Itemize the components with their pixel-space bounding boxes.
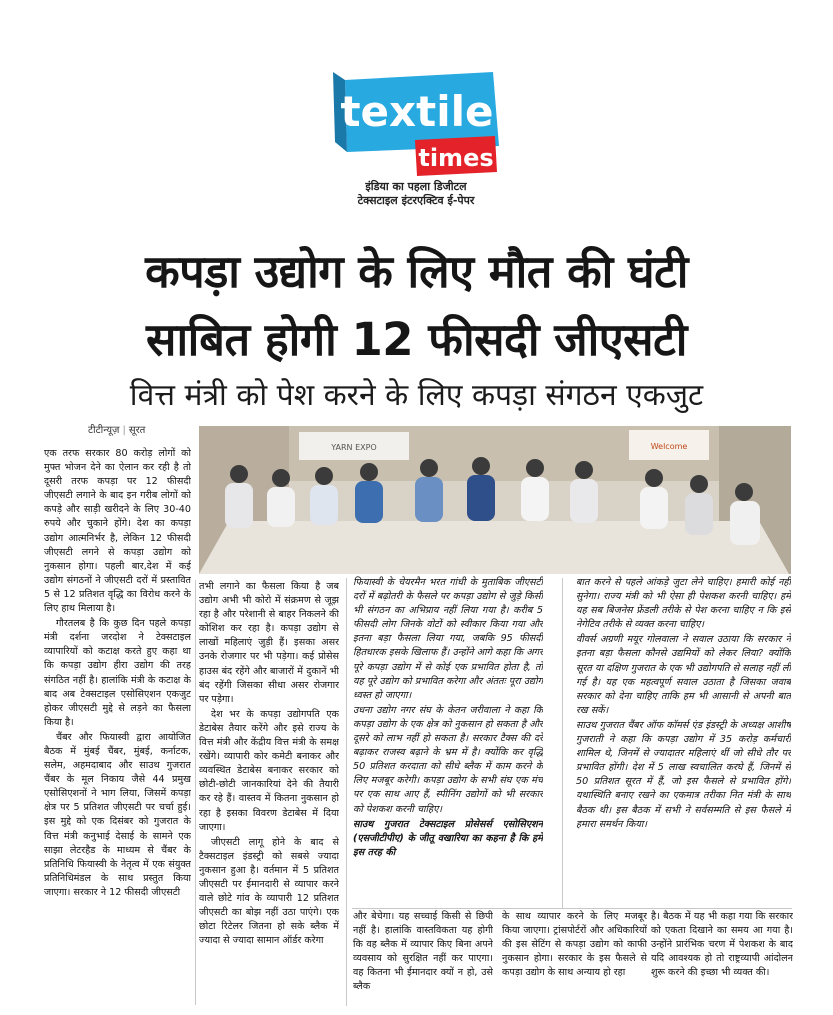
article-paragraph: तभी लगाने का फैसला किया है जब उद्योग अभी भी कोरो में संक्रमण से जूझ रहा है और परेशानी से बाहर निकलने की कोशिश कर रहा है। कपड़ा उद्योग से लाखों महिलाएं जुड़ी हैं। इसका असर उनके रोजगार पर भी पड़ेगा। कई प्रोसेस हाउस बंद रहेंगे और बाजारों में दुकानें भी बंद रहेंगी जिसका सीधा असर रोजगार पर पड़ेगा। — [199, 581, 339, 705]
article-column-2 — [199, 580, 339, 1005]
article-paragraph: चैंबर और फियास्वी द्वारा आयोजित बैठक में मुंबई चैंबर, मुंबई, कर्नाटक, सलेम, अहमदाबाद और साउथ गुजरात चैंबर के मूल निकाय जैसे 44 प्रमुख एसोसिएशनों ने भाग लिया, जिसमें कपड़ा क्षेत्र पर 5 प्रतिशत जीएसटी पर चर्चा हुई। इस मुद्दे को एक दिसंबर को गुजरात के वित्त मंत्री कनुभाई देसाई के सामने एक साझा लेटरहैड के माध्यम से चैंबर के प्रतिनिधि फियास्वी के नेतृत्व में एक संयुक्त प्रतिनिधिमंडल के साथ प्रस्तुत किया जाएगा। सरकार ने 12 फीसदी जीएसटी — [44, 731, 191, 898]
meeting-photo — [199, 426, 791, 574]
article-paragraph: वीवर्स अग्रणी मयूर गोलवाला ने सवाल उठाया कि सरकार ने इतना बड़ा फैसला कौनसे उद्यमियों को लेकर लिया? क्योंकि सूरत या दक्षिण गुजरात के एक भी उद्योगपति से सलाह नहीं ली गई है। यह एक महत्वपूर्ण सवाल उठाता है जिसका जवाब सरकार को देना चाहिए ताकि हम भी आसानी से अपनी बात रख सकें। — [576, 634, 791, 716]
subheadline: वित्त मंत्री को पेश करने के लिए कपड़ा संगठन एकजुट — [129, 378, 704, 413]
article-paragraph: फियास्वी के चेयरमैन भरत गांधी के मुताबिक जीएसटी दरों में बढ़ोतरी के फैसले पर कपड़ा उद्योग से जुड़े किसी भी संगठन का अभिप्राय नहीं लिया गया है। करीब 5 फीसदी लोग जिनके वोटों को स्वीकार किया गया और इतना बड़ा फैसला लिया गया, जबकि 95 फीसदी हितधारक इसके खिलाफ हैं। उन्होंने आगे कहा कि अगर पूरे कपड़ा उद्योग में से कोई एक प्रभावित होता है, तो यह पूरे उद्योग को प्रभावित करेगा और अंततः पूरा उद्योग ध्वस्त हो जाएगा। — [353, 577, 543, 701]
headline-line-1: कपड़ा उद्योग के लिए मौत की घंटी — [145, 245, 688, 298]
tagline-line-1: इंडिया का पहला डिजीटल — [365, 180, 467, 193]
article-paragraph: देश भर के कपड़ा उद्योगपति एक डेटाबेस तैयार करेंगे और इसे राज्य के वित्त मंत्री और केंद्रीय वित्त मंत्री के समक्ष रखेंगे। व्यापारी कोर कमेटी बनाकर और व्यवस्थित डेटाबेस बनाकर सरकार को छोटी-छोटी जानकारियां देने की तैयारी कर रहे हैं। वास्तव में कितना नुकसान हो रहा है इसका विवरण डेटाबेस में दिया जाएगा। — [199, 708, 339, 833]
byline-source: टीटीन्यूज़ — [88, 425, 120, 436]
photo-banner-right-text: Welcome — [650, 442, 688, 451]
article-column-4 — [576, 576, 791, 908]
article-paragraph: एक तरफ सरकार 80 करोड़ लोगों को मुफ्त भोजन देने का ऐलान कर रही है तो दूसरी तरफ कपड़ा पर 12 फीसदी जीएसटी लगाने के बाद इन गरीब लोगों को कपड़े और साड़ी खरीदने के लिए 30-40 रुपये और चुकाने होंगे। देश का कपड़ा उद्योग आत्मनिर्भर है, लेकिन 12 फीसदी जीएसटी लगने से कपड़ा उद्योग को नुकसान होगा। पहली बार,देश में कई उद्योग संगठनों ने जीएसटी दरों में प्रस्तावित 5 से 12 प्रतिशत वृद्धि का विरोध करने के लिए हाथ मिलाया है। — [44, 448, 191, 615]
article-column-5 — [353, 910, 493, 1007]
article-paragraph: उधना उद्योग नगर संघ के केतन जरीवाला ने कहा कि कपड़ा उद्योग के एक क्षेत्र को नुकसान हो सकता है और दूसरे को लाभ नहीं हो सकता है। सरकार टैक्स की दरें बढ़ाकर राजस्व बढ़ाने के भ्रम में है। क्योंकि कर वृद्धि 50 प्रतिशत करदाता को सीधे ब्लैक में काम करने के लिए मजबूर करेगी। कपड़ा उद्योग के सभी संघ एक मंच पर एक साथ आए हैं, स्पीनिंग उद्योगों को भी सरकार को पेशकश करनी चाहिए। — [353, 704, 543, 815]
photo-banner-left-text: YARN EXPO — [331, 443, 377, 452]
byline: टीटीन्यूज़ | सूरत — [88, 425, 146, 436]
article-paragraph: साउथ गुजरात चैंबर ऑफ कॉमर्स एंड इंडस्ट्री के अध्यक्ष आशीष गुजराती ने कहा कि कपड़ा उद्योग में 35 करोड़ कर्मचारी शामिल थे, जिनमें से ज्यादातर महिलाएं थीं जो सीधे तौर पर प्रभावित होंगी। देश में 5 लाख स्वचालित करघे हैं, जिनमें से 50 प्रतिशत सूरत में हैं, जो इस फैसले से प्रभावित होंगे। यथास्थिति बनाए रखने का एकमात्र तरीका नित मंत्री के साथ बैठक थी। इस बैठक में सभी ने सर्वसम्मति से इस फैसले में हमारा समर्थन किया। — [576, 719, 791, 830]
article-paragraph: और बेचेगा। यह सच्चाई किसी से छिपी नहीं है। हालांकि वास्तविकता यह होगी कि वह ब्लैक में व्यापार किए बिना अपने व्यवसाय को सुरक्षित नहीं कर पाएगा। वह कितना भी ईमानदार क्यों न हो, उसे ब्लैक — [353, 911, 493, 993]
tagline — [300, 180, 532, 208]
article-column-3 — [353, 576, 543, 909]
article-paragraph: है। बैठक में यह भी कहा गया कि सरकार को एकता दिखाने का समय आ गया है। उन्होंने प्रारंभिक चरण में पेशकश के बाद यदि आवश्यक हो तो राष्ट्रव्यापी आंदोलन शुरू करने की इच्छा भी व्यक्त की। — [651, 911, 793, 979]
tagline-line-2: टेक्सटाइल इंटरएक्टिव ई-पेपर — [357, 194, 475, 207]
article-paragraph: जीएसटी लागू होने के बाद से टैक्सटाइल इंडस्ट्री को सबसे ज्यादा नुकसान हुआ है। वर्तमान में 5 प्रतिशत जीएसटी पर ईमानदारी से व्यापार करने वाले छोटे गांव के व्यापारी 12 प्रतिशत जीएसटी का बोझ नहीं उठा पाएंगे। एक छोटा रिटेलर जितना हो सके ब्लैक में ज्यादा से ज्यादा सामान ऑर्डर करेगा — [199, 836, 339, 947]
textile-times-logo — [333, 72, 499, 176]
article-paragraph: बात करने से पहले आंकड़े जुटा लेने चाहिए। हमारी कोई नहीं सुनेगा। राज्य मंत्री को भी ऐसा ही पेशकश करनी चाहिए। हमें यह सब बिजनेस फ्रेंडली तरीके से पेश करना चाहिए न कि इसे नेगेटिव तरीके से व्यक्त करना चाहिए। — [576, 577, 791, 631]
logo-word-textile: textile — [340, 87, 494, 136]
article-column-6 — [502, 910, 647, 1007]
byline-city: सूरत — [128, 425, 146, 436]
article-paragraph: के साथ व्यापार करने के लिए मजबूर किया जाएगा। ट्रांसपोर्टरों और अधिकारियों की इस सेटिंग से कपड़ा उद्योग को काफी नुकसान होगा। सरकार के इस फैसले से कपड़ा उद्योग के साथ अन्याय हो रहा — [502, 911, 647, 979]
article-column-7 — [651, 910, 793, 1007]
logo-word-times: times — [418, 144, 494, 172]
article-paragraph: गौरतलब है कि कुछ दिन पहले कपड़ा मंत्री दर्शना जरदोश ने टेक्सटाइल व्यापारियों को कटाक्ष करते हुए कहा था कि कपड़ा उद्योग हीरा उद्योग की तरह संगठित नहीं है। हालांकि मंत्री के कटाक्ष के बाद अब टेक्सटाइल एसोसिएशन एकजुट होकर जीएसटी मुद्दे से लड़ने का फैसला किया है। — [44, 618, 191, 728]
headline-line-2: साबित होगी 12 फीसदी जीएसटी — [146, 313, 687, 366]
article-column-1 — [44, 447, 191, 1007]
article-paragraph: साउथ गुजरात टेक्सटाइल प्रोसेसर्स एसोसिएशन (एसजीटीपीए) के जीतू वखारिया का कहना है कि हमें इस तरह की — [353, 818, 543, 858]
